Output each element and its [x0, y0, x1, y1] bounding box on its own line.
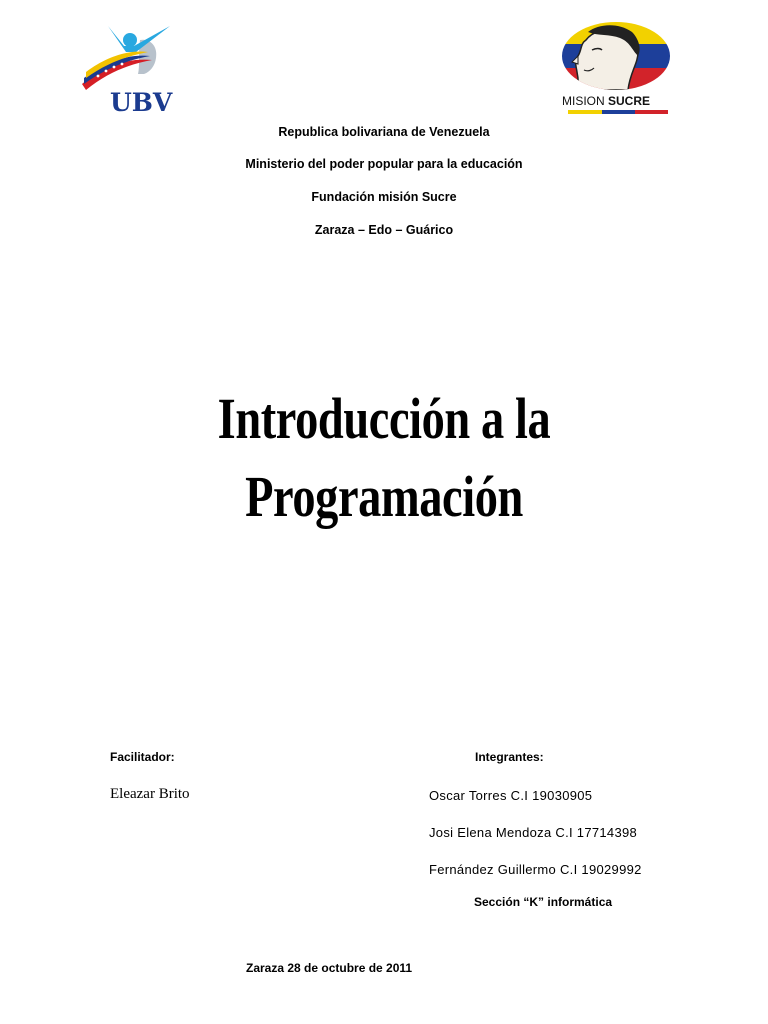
mision-sucre-logo: [558, 20, 678, 116]
tricolor-bar-icon: [568, 110, 668, 114]
place-date: Zaraza 28 de octubre de 2011: [246, 961, 413, 975]
facilitator-label: Facilitador:: [110, 750, 175, 764]
members-label: Integrantes:: [475, 750, 544, 764]
section-label: Sección “K” informática: [474, 895, 613, 909]
ubv-logo: [78, 20, 178, 120]
member-item: Fernández Guillermo C.I 19029992: [429, 862, 642, 877]
facilitator-name: Eleazar Brito: [110, 786, 190, 802]
header-foundation: Fundación misión Sucre: [311, 190, 457, 204]
document-title-line2: Programación: [245, 464, 523, 529]
header-republic: Republica bolivariana de Venezuela: [278, 125, 490, 139]
member-item: Josi Elena Mendoza C.I 17714398: [429, 825, 638, 840]
member-item: Oscar Torres C.I 19030905: [429, 788, 593, 803]
mision-sucre-emblem-icon: [558, 20, 678, 94]
mision-sucre-logo-text: MISION SUCRE: [562, 94, 651, 108]
header-ministry: Ministerio del poder popular para la educación: [245, 157, 523, 171]
ubv-logo-text: UBV: [110, 88, 173, 117]
document-title-line1: Introducción a la: [217, 386, 551, 451]
header-location: Zaraza – Edo – Guárico: [314, 223, 454, 237]
